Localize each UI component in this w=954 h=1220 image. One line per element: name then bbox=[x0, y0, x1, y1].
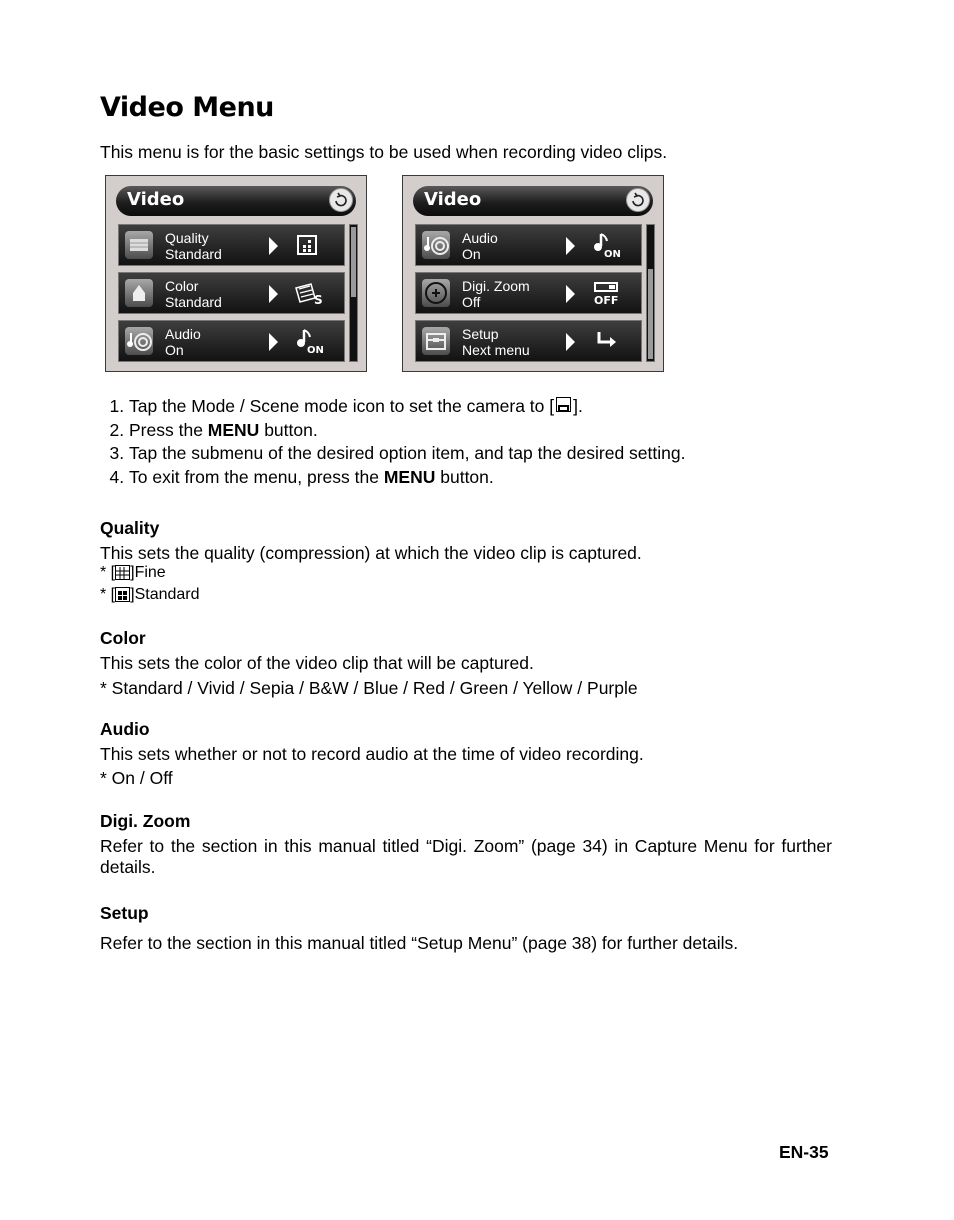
zoom-icon bbox=[422, 279, 450, 307]
audio-on-icon bbox=[293, 328, 327, 354]
setup-icon bbox=[422, 327, 450, 355]
arrow-right-icon bbox=[269, 333, 278, 351]
back-icon[interactable] bbox=[626, 188, 650, 212]
setup-heading: Setup bbox=[100, 903, 149, 923]
scrollbar[interactable] bbox=[349, 224, 358, 362]
standard-color-icon bbox=[293, 280, 327, 306]
setup-text: Refer to the section in this manual titled “Setup Menu” (page 38) for further details. bbox=[100, 933, 739, 953]
scrollbar[interactable] bbox=[646, 224, 655, 362]
color-text: This sets the color of the video clip that will be captured. bbox=[100, 653, 534, 673]
arrow-right-icon bbox=[566, 333, 575, 351]
video-mode-icon bbox=[556, 397, 571, 412]
back-icon[interactable] bbox=[329, 188, 353, 212]
screen-header bbox=[116, 186, 356, 216]
zoom-off-icon bbox=[590, 280, 624, 306]
scrollbar-thumb[interactable] bbox=[648, 269, 653, 359]
standard-quality-icon bbox=[293, 232, 327, 258]
audio-text: This sets whether or not to record audio at the time of video recording. bbox=[100, 744, 644, 764]
row-label: Audio bbox=[165, 326, 201, 342]
color-options: * Standard / Vivid / Sepia / B&W / Blue / Red / Green / Yellow / Purple bbox=[100, 678, 638, 698]
step-3: 3. Tap the submenu of the desired option item, and tap the desired setting. bbox=[129, 442, 860, 466]
audio-options: * On / Off bbox=[100, 768, 173, 788]
menu-row-audio[interactable] bbox=[118, 320, 345, 362]
menu-row-quality[interactable] bbox=[118, 224, 345, 266]
audio-on-icon bbox=[590, 232, 624, 258]
scrollbar-thumb[interactable] bbox=[351, 227, 356, 297]
row-label: Audio bbox=[462, 230, 498, 246]
next-menu-icon bbox=[590, 328, 624, 354]
arrow-right-icon bbox=[269, 237, 278, 255]
arrow-right-icon bbox=[566, 237, 575, 255]
arrow-right-icon bbox=[566, 285, 575, 303]
row-label: Color bbox=[165, 278, 199, 294]
page-title: Video Menu bbox=[100, 92, 274, 123]
video-menu-screen-2 bbox=[402, 175, 664, 372]
video-menu-screen-1 bbox=[105, 175, 367, 372]
menu-row-color[interactable] bbox=[118, 272, 345, 314]
audio-icon bbox=[422, 231, 450, 259]
quality-option-standard: * [ ]Standard bbox=[100, 586, 200, 603]
svg-text:OFF: OFF bbox=[594, 294, 619, 306]
digi-zoom-heading: Digi. Zoom bbox=[100, 811, 191, 831]
audio-icon bbox=[125, 327, 153, 355]
intro-text: This menu is for the basic settings to be used when recording video clips. bbox=[100, 142, 668, 162]
row-value: Standard bbox=[165, 294, 222, 310]
menu-row-setup[interactable] bbox=[415, 320, 642, 362]
row-label: Quality bbox=[165, 230, 209, 246]
screen-header bbox=[413, 186, 653, 216]
audio-heading: Audio bbox=[100, 719, 150, 739]
svg-text:S: S bbox=[314, 293, 323, 306]
row-value: Next menu bbox=[462, 342, 530, 358]
quality-option-fine: * [ ]Fine bbox=[100, 564, 166, 581]
color-icon bbox=[125, 279, 153, 307]
digi-zoom-text: Refer to the section in this manual titled “Digi. Zoom” (page 34) in Capture Menu for further details. bbox=[100, 836, 832, 877]
quality-text: This sets the quality (compression) at which the video clip is captured. bbox=[100, 543, 642, 563]
standard-quality-icon bbox=[115, 587, 130, 602]
quality-icon bbox=[125, 231, 153, 259]
color-heading: Color bbox=[100, 628, 146, 648]
row-value: Standard bbox=[165, 246, 222, 262]
svg-text:ON: ON bbox=[307, 345, 324, 354]
row-label: Digi. Zoom bbox=[462, 278, 530, 294]
menu-row-audio[interactable] bbox=[415, 224, 642, 266]
row-value: On bbox=[462, 246, 481, 262]
row-value: Off bbox=[462, 294, 481, 310]
row-value: On bbox=[165, 342, 184, 358]
step-4: 4. To exit from the menu, press the MENU button. bbox=[129, 466, 860, 490]
row-label: Setup bbox=[462, 326, 499, 342]
step-2: 2. Press the MENU button. bbox=[129, 419, 860, 443]
screen-title: Video bbox=[424, 189, 482, 210]
step-1: 1. Tap the Mode / Scene mode icon to set the camera to [ ]. bbox=[129, 395, 860, 419]
fine-quality-icon bbox=[115, 565, 130, 580]
page-number: EN-35 bbox=[779, 1142, 829, 1162]
steps-list bbox=[100, 395, 860, 489]
quality-heading: Quality bbox=[100, 518, 160, 538]
arrow-right-icon bbox=[269, 285, 278, 303]
screen-title: Video bbox=[127, 189, 185, 210]
menu-row-digi-zoom[interactable] bbox=[415, 272, 642, 314]
svg-text:ON: ON bbox=[604, 249, 621, 258]
